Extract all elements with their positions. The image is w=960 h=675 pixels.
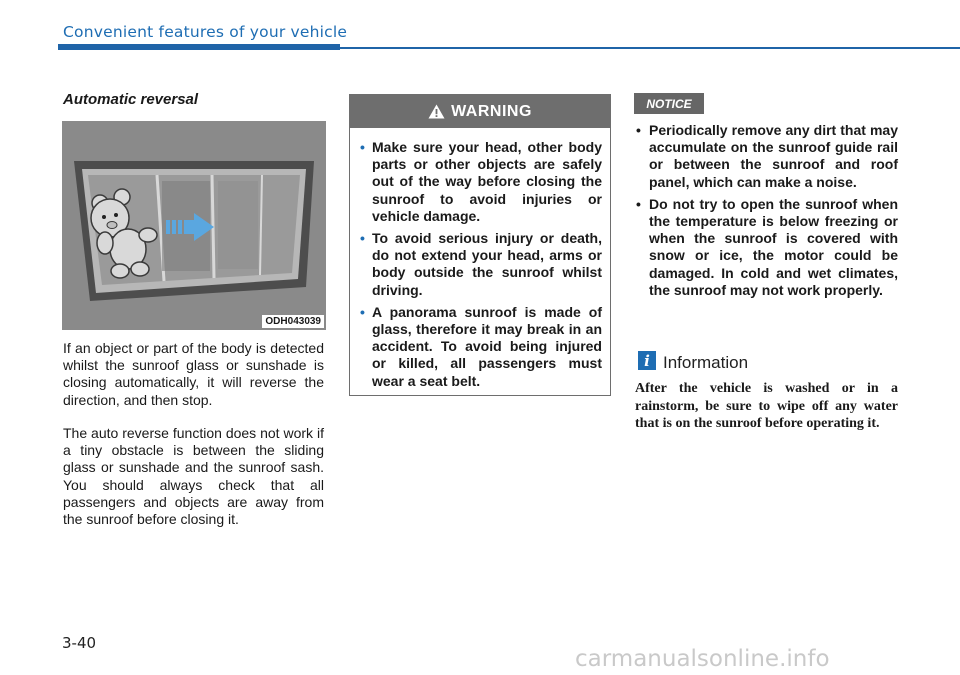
warning-box [349,94,611,396]
figure-code: ODH043039 [262,315,324,328]
warning-item: • To avoid serious injury or death, do not extend your head, arms or body outside the sunroof whilst driving. [360,230,602,298]
warning-title: WARNING [451,102,532,120]
notice-badge: NOTICE [634,93,704,114]
watermark: carmanualsonline.info [575,646,830,672]
bullet-icon: • [360,139,365,155]
information-text: After the vehicle is washed or in a rainstorm, be sure to wipe off any water that is on the sunroof before operating it. [635,381,898,431]
sunroof-figure [62,121,326,330]
header-title: Convenient features of your vehicle [63,23,348,41]
information-title: Information [663,353,749,372]
notice-item: • Do not try to open the sunroof when the temperature is below freezing or when the sunroof is covered with snow or ice, the motor could be damaged. In cold and wet climates, the sunroof may not work properly. [636,195,898,298]
sunroof-illustration [62,121,326,330]
warning-header [350,95,610,128]
warning-triangle-icon [428,104,445,119]
warning-list [350,128,610,390]
bullet-icon: • [636,122,641,138]
warning-item: • Make sure your head, other body parts or other objects are safely out of the way before closing the sunroof to avoid injuries or vehicle damage. [360,139,602,224]
section-title: Automatic reversal [63,91,199,108]
notice-item: • Periodically remove any dirt that may accumulate on the sunroof guide rail or between the sunroof and roof panel, which can make a noise. [636,122,898,190]
header-rule-dark [58,44,340,50]
warning-item: • A panorama sunroof is made of glass, therefore it may break in an accident. To avoid being injured or killed, all passengers must wear a seat belt. [360,303,602,389]
bullet-icon: • [360,303,365,320]
info-icon: i [638,351,656,370]
body-paragraph: If an object or part of the body is detected whilst the sunroof glass or sunshade is closing automatically, it will reverse the direction, and then stop. [63,340,324,408]
notice-list [636,122,898,304]
bullet-icon: • [360,230,365,247]
header-rule-light [340,47,960,49]
page-number: 3-40 [62,634,97,652]
body-paragraph: The auto reverse function does not work if a tiny obstacle is between the sliding glass or sunshade and the sunroof sash. You should always check that all passengers and objects are away from the sunroof before closing it. [63,425,324,528]
bullet-icon: • [636,195,641,212]
